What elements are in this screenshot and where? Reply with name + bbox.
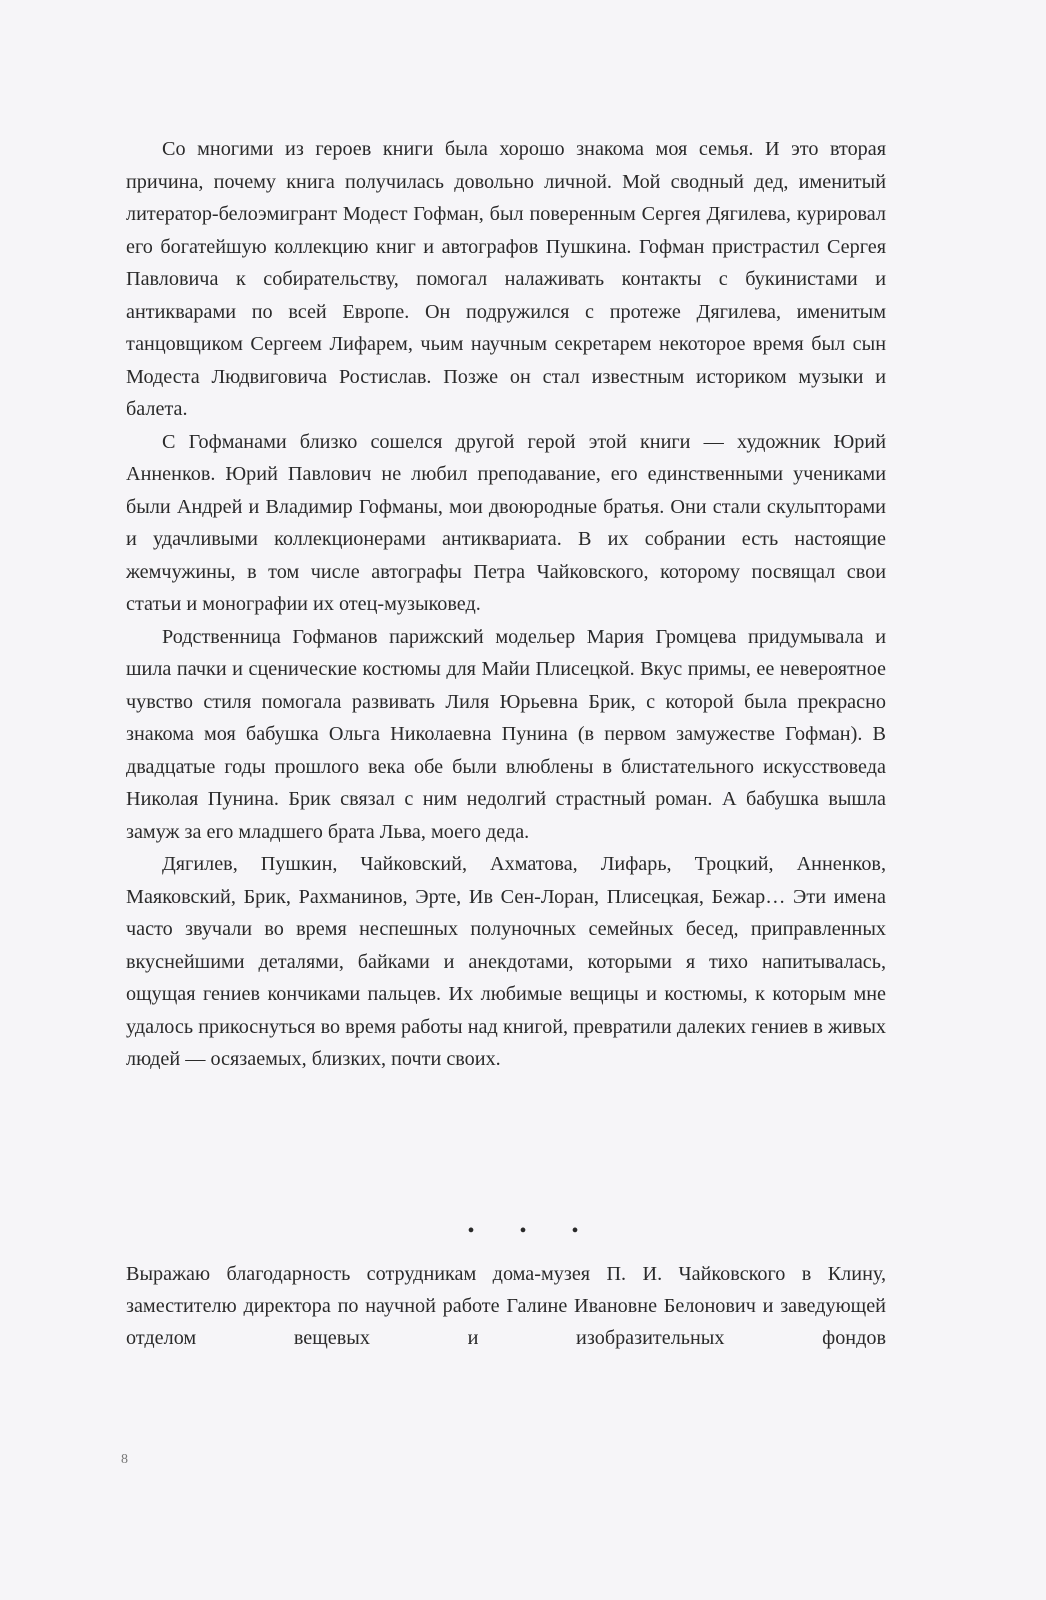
section-separator: • • • <box>467 1220 599 1242</box>
paragraph-4: Дягилев, Пушкин, Чайковский, Ахматова, Лифарь, Троцкий, Анненков, Маяковский, Брик, Рахманинов, Эрте, Ив Сен-Лоран, Плисецкая, Бежар… Эти имена часто звучали во время неспешных полуночных семейных бесед, приправленных вкуснейшими деталями, байками и анекдотами, которыми я тихо напитывалась, ощущая гениев кончиками пальцев. Их любимые вещицы и костюмы, к которым мне удалось прикоснуться во время работы над книгой, превратили далеких гениев в живых людей — осязаемых, близких, почти своих. <box>126 853 886 1070</box>
main-text <box>126 133 886 1076</box>
paragraph-2: С Гофманами близко сошелся другой герой этой книги — художник Юрий Анненков. Юрий Павлович не любил преподавание, его единственными учениками были Андрей и Владимир Гофманы, мои двоюродные братья. Они стали скульпторами и удачливыми коллекционерами антиквариата. В их собрании есть настоящие жемчужины, в том числе автографы Петра Чайковского, которому посвящал свои статьи и монографии их отец-музыковед. <box>126 430 886 615</box>
acknowledgement-paragraph: Выражаю благодарность сотрудникам дома-музея П. И. Чайковского в Клину, заместителю директора по научной работе Галине Ивановне Белонович и заведующей отделом вещевых и изобразительных фондов <box>126 1263 886 1349</box>
page-number: 8 <box>121 1452 128 1467</box>
acknowledgement-text <box>126 1258 886 1354</box>
paragraph-1: Со многими из героев книги была хорошо знакома моя семья. И это вторая причина, почему книга получилась довольно личной. Мой сводный дед, именитый литератор-белоэмигрант Модест Гофман, был поверенным Сергея Дягилева, курировал его богатейшую коллекцию книг и автографов Пушкина. Гофман пристрастил Сергея Павловича к собирательству, помогал налаживать контакты с букинистами и антикварами по всей Европе. Он подружился с протеже Дягилева, именитым танцовщиком Сергеем Лифарем, чьим научным секретарем некоторое время был сын Модеста Людвиговича Ростислав. Позже он стал известным историком музыки и балета. <box>126 138 886 420</box>
paragraph-3: Родственница Гофманов парижский модельер Мария Громцева придумывала и шила пачки и сценические костюмы для Майи Плисецкой. Вкус примы, ее невероятное чувство стиля помогала развивать Лиля Юрьевна Брик, с которой была прекрасно знакома моя бабушка Ольга Николаевна Пунина (в первом замужестве Гофман). В двадцатые годы прошлого века обе были влюблены в блистательного искусствоведа Николая Пунина. Брик связал с ним недолгий страстный роман. А бабушка вышла замуж за его младшего брата Льва, моего деда. <box>126 625 886 843</box>
